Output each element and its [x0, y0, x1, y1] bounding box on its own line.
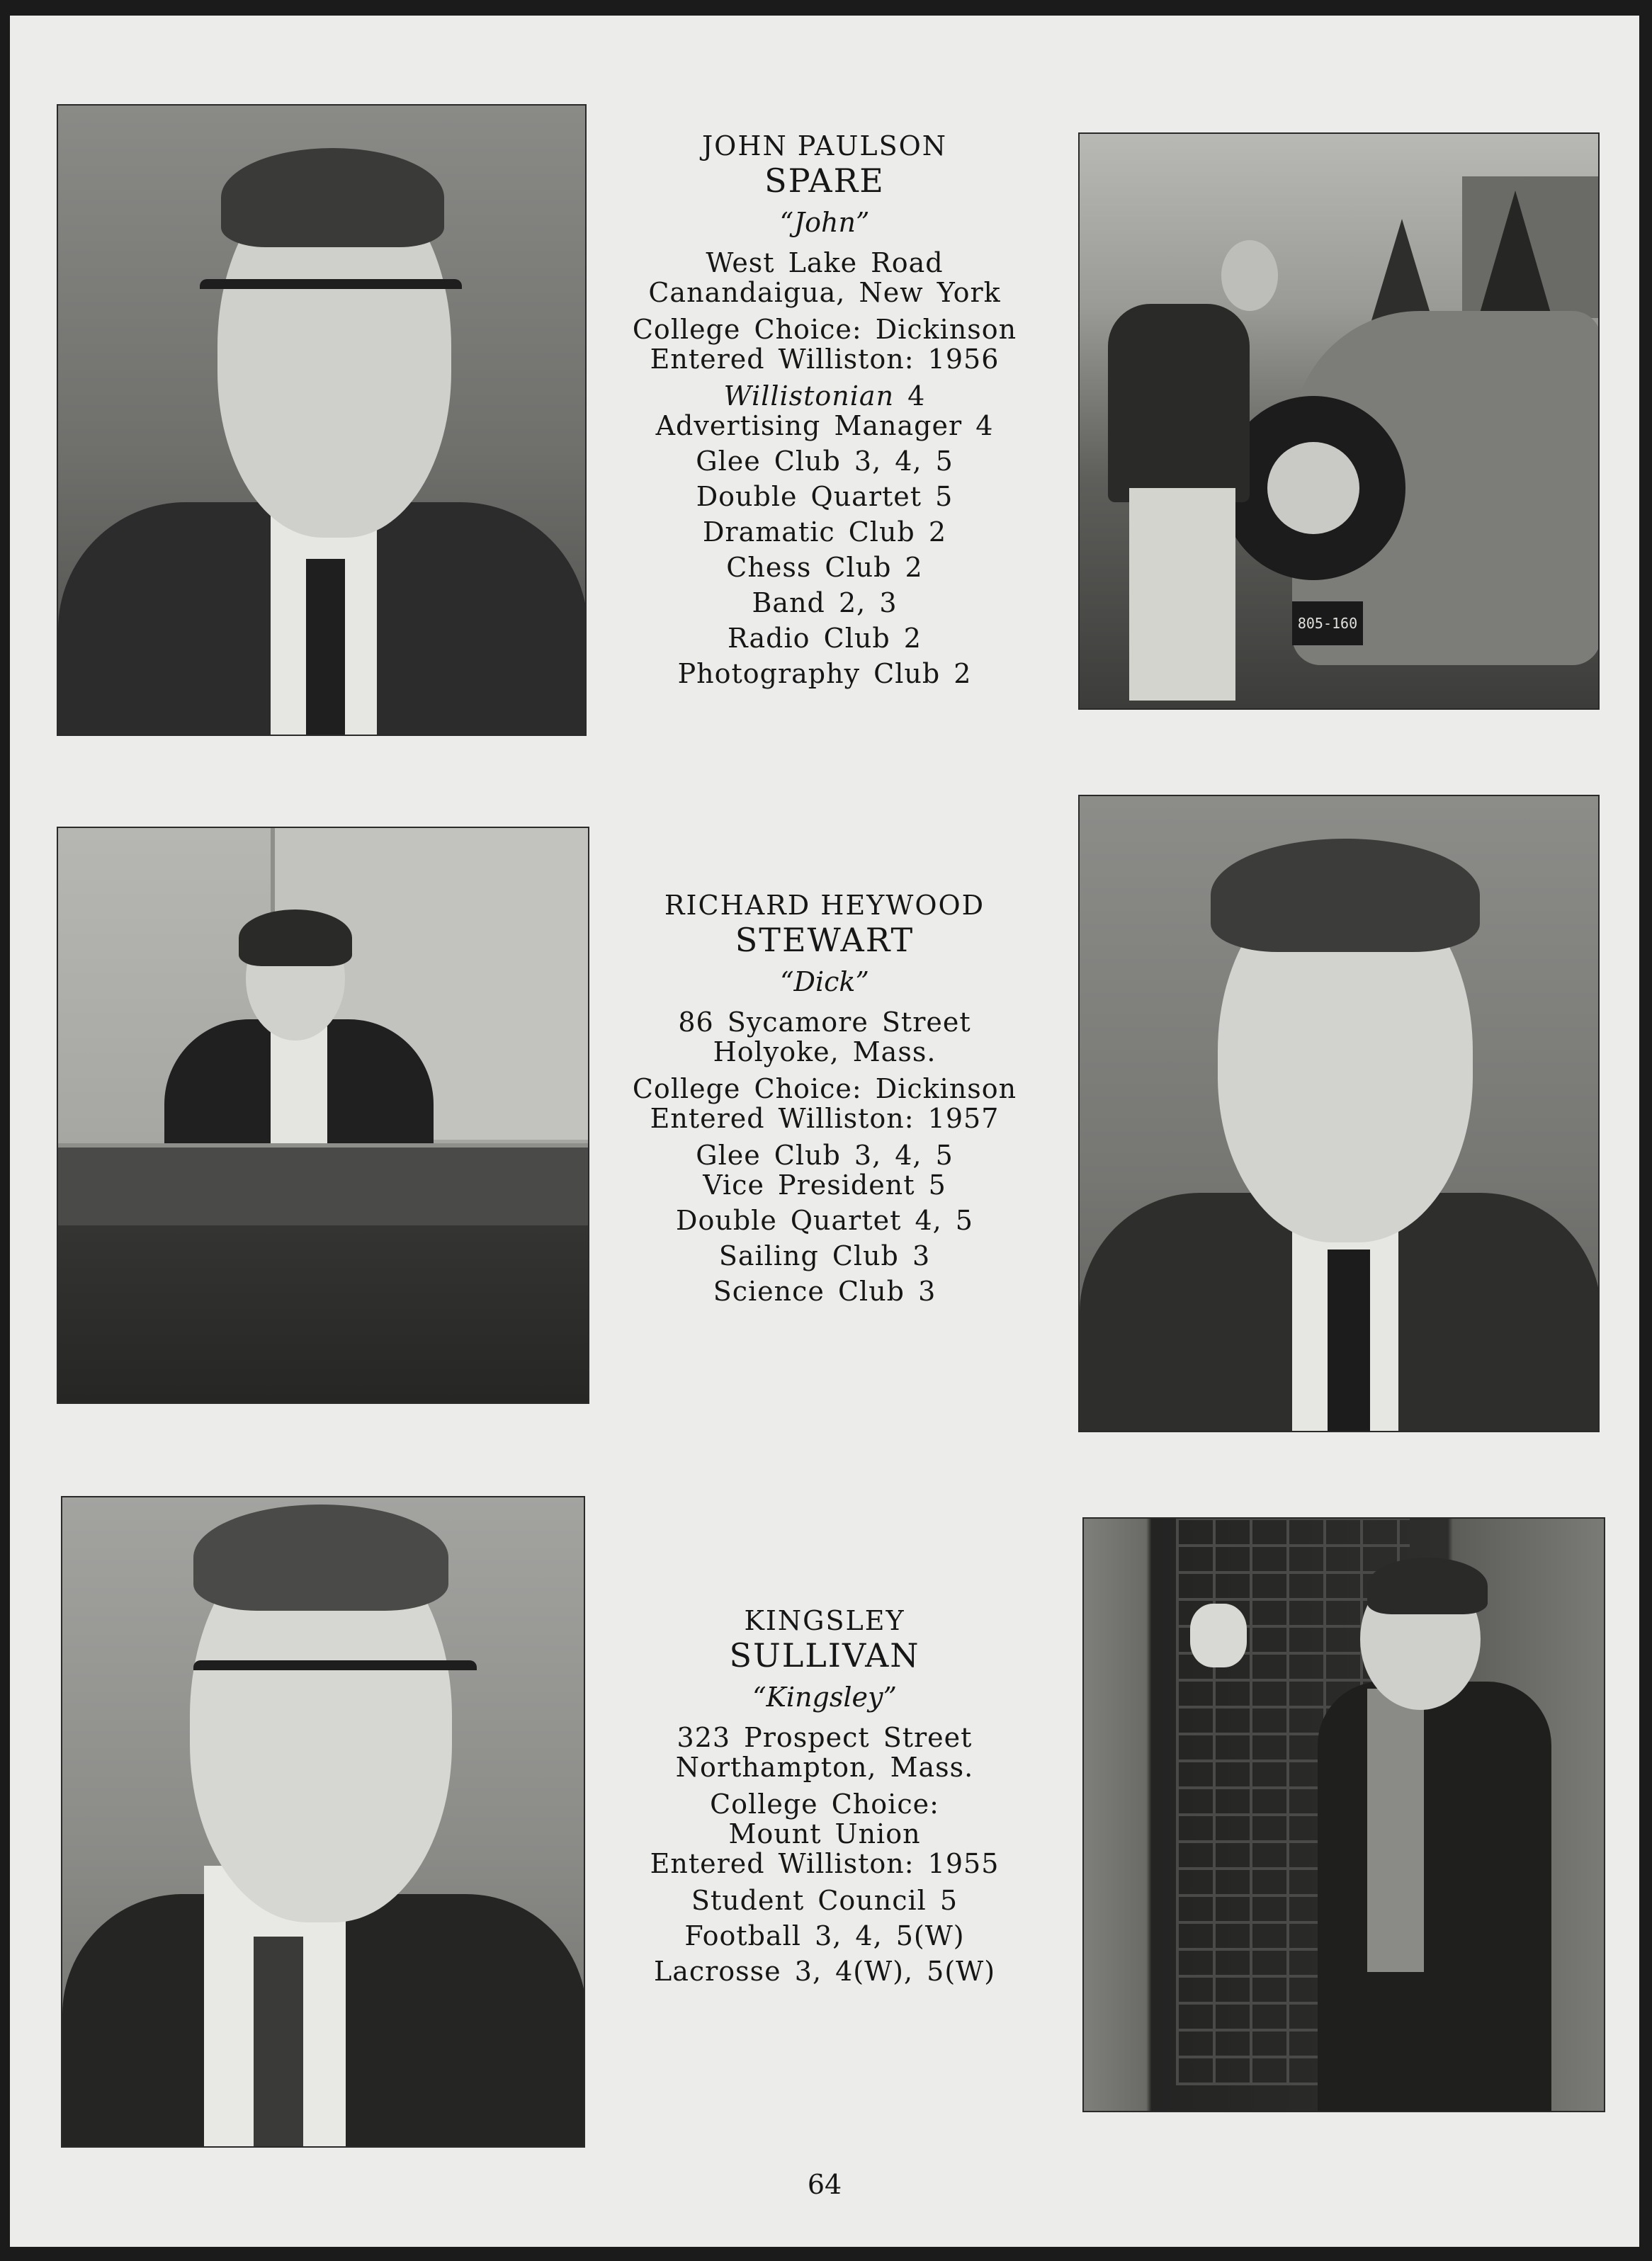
- activity-item: [619, 623, 1030, 653]
- activity-label: Vice President: [703, 1169, 915, 1201]
- candid-photo-piano: [57, 827, 589, 1404]
- activity-years: 5: [935, 481, 954, 512]
- activity-item: [619, 588, 1030, 618]
- entered-williston: Entered Williston: 1956: [650, 344, 1000, 375]
- activity-years: 2, 3: [838, 587, 898, 618]
- activity-item: [619, 1241, 1030, 1271]
- tree-shape: [1370, 219, 1434, 325]
- activity-label: Photography Club: [677, 658, 941, 689]
- activity-label: Football: [684, 1920, 801, 1951]
- address-line: West Lake Road: [706, 247, 944, 278]
- person-head-shape: [1221, 240, 1278, 311]
- student-last-name: SULLIVAN: [729, 1636, 920, 1674]
- activity-item: [619, 1170, 1030, 1200]
- person-jacket-shape: [1108, 304, 1250, 502]
- activity-label: Advertising Manager: [655, 410, 963, 441]
- entered-williston: Entered Williston: 1955: [650, 1848, 1000, 1879]
- college-choice-name: Mount Union: [728, 1818, 921, 1849]
- tree-shape: [1476, 191, 1554, 325]
- address-line: Holyoke, Mass.: [713, 1036, 937, 1067]
- student-nickname: “John”: [779, 207, 870, 238]
- address-line: Canandaigua, New York: [648, 277, 1001, 308]
- activity-label: Band: [752, 587, 825, 618]
- portrait-photo-sullivan: [61, 1496, 585, 2148]
- activity-item: [619, 1921, 1030, 1951]
- activity-years: 4: [975, 410, 994, 441]
- activity-years: 3: [918, 1276, 937, 1307]
- activity-years: 3, 4(W), 5(W): [794, 1956, 996, 1987]
- person-hair-shape: [1367, 1558, 1488, 1614]
- student-first-names: JOHN PAULSON: [701, 130, 948, 162]
- activity-years: 4: [907, 380, 926, 412]
- bio-stewart: [619, 888, 1030, 1306]
- college-choice: College Choice: Dickinson: [632, 1073, 1017, 1104]
- portrait-photo-stewart: [1078, 795, 1600, 1432]
- license-plate: 805-160: [1292, 601, 1363, 645]
- activity-item: [619, 411, 1030, 441]
- activity-item: [619, 517, 1030, 547]
- person-trousers-shape: [1129, 488, 1235, 701]
- activity-item: [619, 1276, 1030, 1306]
- activity-years: 3, 4, 5: [854, 1140, 954, 1171]
- activity-years: 5: [939, 1885, 958, 1916]
- student-nickname: “Kingsley”: [752, 1682, 897, 1713]
- activity-years: 2: [954, 658, 972, 689]
- activity-label: Double Quartet: [696, 481, 922, 512]
- address-line: 323 Prospect Street: [677, 1722, 973, 1753]
- person-hand-shape: [1190, 1604, 1247, 1667]
- activity-label: Radio Club: [728, 623, 890, 654]
- activity-label: Glee Club: [696, 1140, 841, 1171]
- person-jacket-shape: [1318, 1682, 1551, 2112]
- entered-williston: Entered Williston: 1957: [650, 1103, 1000, 1134]
- activity-years: 2: [903, 623, 922, 654]
- activity-years: 4, 5: [915, 1205, 973, 1236]
- candid-photo-mailboxes: [1082, 1517, 1605, 2112]
- activity-label: Sailing Club: [718, 1240, 899, 1271]
- piano-shape: [58, 1143, 589, 1225]
- person-hair-shape: [239, 910, 352, 966]
- activity-label: Willistonian: [723, 380, 895, 412]
- student-first-names: KINGSLEY: [744, 1605, 905, 1636]
- activity-item: [619, 446, 1030, 476]
- yearbook-page: [10, 16, 1639, 2247]
- activity-label: Double Quartet: [676, 1205, 902, 1236]
- address-line: Northampton, Mass.: [675, 1752, 974, 1783]
- activity-label: Glee Club: [696, 446, 841, 477]
- activity-label: Student Council: [691, 1885, 927, 1916]
- student-nickname: “Dick”: [780, 966, 869, 997]
- activity-item: [619, 1956, 1030, 1986]
- activity-years: 2: [905, 552, 923, 583]
- activity-years: 3: [912, 1240, 931, 1271]
- activity-label: Science Club: [713, 1276, 905, 1307]
- bio-spare: [619, 129, 1030, 688]
- page-number: 64: [807, 2169, 842, 2200]
- hair-shape: [1211, 839, 1480, 952]
- activity-item: [619, 552, 1030, 582]
- tie-shape: [254, 1937, 303, 2148]
- person-shirt-shape: [271, 1026, 327, 1161]
- tie-shape: [1328, 1250, 1370, 1432]
- tie-shape: [306, 559, 345, 736]
- student-first-names: RICHARD HEYWOOD: [664, 890, 985, 921]
- activity-label: Dramatic Club: [702, 516, 915, 548]
- activity-label: Lacrosse: [653, 1956, 781, 1987]
- student-last-name: STEWART: [735, 921, 915, 959]
- person-shirt-shape: [1367, 1689, 1424, 1972]
- activity-item: [619, 482, 1030, 511]
- activity-years: 5: [928, 1169, 946, 1201]
- glasses-shape: [200, 279, 462, 346]
- address-line: 86 Sycamore Street: [678, 1007, 971, 1038]
- activity-item: [619, 381, 1030, 411]
- glasses-shape: [193, 1660, 477, 1727]
- activity-years: 3, 4, 5(W): [815, 1920, 965, 1951]
- college-choice: College Choice:: [710, 1789, 939, 1820]
- activity-years: 3, 4, 5: [854, 446, 954, 477]
- student-last-name: SPARE: [764, 162, 885, 200]
- bio-sullivan: [619, 1604, 1030, 1986]
- activity-item: [619, 659, 1030, 688]
- candid-photo-car: [1078, 132, 1600, 710]
- college-choice: College Choice: Dickinson: [632, 314, 1017, 345]
- activity-item: [619, 1140, 1030, 1170]
- hair-shape: [193, 1504, 448, 1611]
- activity-item: [619, 1886, 1030, 1915]
- hair-shape: [221, 148, 444, 247]
- activity-label: Chess Club: [726, 552, 892, 583]
- activity-item: [619, 1206, 1030, 1235]
- hubcap-shape: [1267, 442, 1359, 534]
- activity-years: 2: [928, 516, 947, 548]
- portrait-photo-spare: [57, 104, 587, 736]
